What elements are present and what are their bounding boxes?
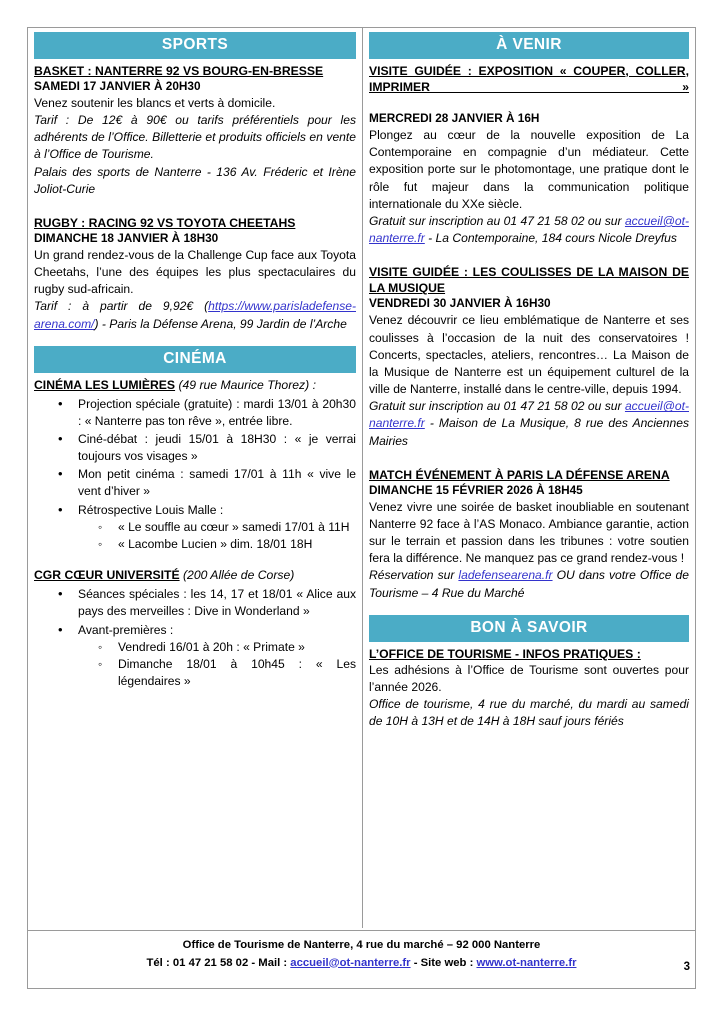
event-title: BASKET : NANTERRE 92 VS BOURG-EN-BRESSE — [34, 63, 324, 78]
venue-cgr-coeur-universite — [34, 567, 356, 690]
tarif-prefix: Tarif : à partir de 9,92€ ( — [34, 299, 209, 314]
event-venue: Palais des sports de Nanterre - 136 Av. Fréderic et Irène Joliot-Curie — [34, 164, 356, 196]
sub-list-item-text: Vendredi 16/01 à 20h : « Primate » — [118, 639, 305, 654]
venue-cinema-les-lumieres — [34, 377, 356, 554]
event-title: RUGBY : RACING 92 VS TOYOTA CHEETAHS — [34, 215, 296, 230]
sub-list-item — [78, 656, 356, 690]
venue-address: (200 Allée de Corse) — [182, 568, 295, 583]
section-header-a-venir: À VENIR — [369, 32, 689, 59]
sub-list — [78, 519, 356, 553]
info-hours: Office de tourisme, 4 rue du marché, du mardi au samedi de 10H à 13H et de 14H à 18H sauf jours fériés — [369, 697, 689, 729]
footer-web-label: - Site web : — [410, 956, 477, 969]
spacer — [34, 198, 356, 215]
block-infos-pratiques — [369, 646, 689, 731]
venue-address: (49 rue Maurice Thorez) : — [178, 377, 316, 392]
event-visite-guidee-exposition — [369, 63, 689, 247]
sub-list-item — [78, 536, 356, 553]
page-number: 3 — [683, 961, 690, 973]
event-info — [369, 398, 689, 450]
list-item-text: Ciné-débat : jeudi 15/01 à 18H30 : « je verrai toujours vos visages » — [78, 431, 356, 464]
list-item-text: Rétrospective Louis Malle : — [78, 502, 224, 517]
list-item — [34, 586, 356, 620]
list-item-text: Projection spéciale (gratuite) : mardi 13/01 à 20h30 : « Nanterre pas ton rêve », entrée libre. — [78, 396, 356, 428]
sub-list-item-text: « Lacombe Lucien » dim. 18/01 18H — [118, 537, 313, 551]
spacer — [369, 247, 689, 264]
left-column — [28, 28, 362, 928]
reservation-link[interactable]: ladefensearena.fr — [458, 568, 553, 583]
event-date: DIMANCHE 15 FÉVRIER 2026 À 18H45 — [369, 482, 583, 497]
info-prefix: Gratuit sur inscription au 01 47 21 58 02 ou sur — [369, 213, 625, 228]
sub-list — [78, 639, 356, 691]
cinema-program-list — [34, 396, 356, 554]
event-basket — [34, 63, 356, 198]
event-title: VISITE GUIDÉE : EXPOSITION « COUPER, COLLER, IMPRIMER » — [369, 63, 689, 94]
footer-email-link[interactable]: accueil@ot-nanterre.fr — [290, 956, 411, 969]
event-date: SAMEDI 17 JANVIER À 20H30 — [34, 78, 201, 93]
info-prefix: Gratuit sur inscription au 01 47 21 58 02 ou sur — [369, 399, 625, 414]
footer-phone-label: Tél : 01 47 21 58 02 - Mail : — [146, 956, 291, 969]
event-body: Plongez au cœur de la nouvelle exposition de La Contemporaine en compagnie d’un médiateur. Cette exposition porte sur le photomontage, une pratique dont le rôle fut majeur dans la communication politique internationale du XXe siècle. — [369, 128, 689, 211]
list-item — [34, 431, 356, 465]
event-info — [369, 567, 689, 601]
list-item-text: Séances spéciales : les 14, 17 et 18/01 « Alice aux pays des merveilles : Dive in Wonderland » — [78, 587, 356, 619]
event-info — [369, 213, 689, 247]
footer-address: Office de Tourisme de Nanterre, 4 rue du marché – 92 000 Nanterre — [182, 939, 541, 951]
event-title: VISITE GUIDÉE : LES COULISSES DE LA MAISON DE LA MUSIQUE — [369, 265, 689, 296]
info-suffix: OU dans votre Office de Tourisme – 4 Rue du Marché — [369, 568, 689, 600]
event-date: MERCREDI 28 JANVIER À 16H — [369, 111, 540, 126]
right-column — [362, 28, 695, 928]
footer-divider — [28, 930, 695, 931]
venue-heading — [34, 567, 356, 584]
list-item-text: Avant-premières : — [78, 622, 174, 637]
page-footer — [28, 933, 695, 972]
event-tarif-line — [34, 298, 356, 332]
info-prefix: Réservation sur — [369, 568, 459, 583]
event-date: DIMANCHE 18 JANVIER À 18H30 — [34, 230, 219, 245]
venue-heading — [34, 377, 356, 394]
venue-name: CINÉMA LES LUMIÈRES — [34, 377, 176, 392]
event-tarif: Tarif : De 12€ à 90€ ou tarifs préférentiels pour les adhérents de l’Office. Billetterie et produits officiels en vente à l’Office de Tourisme. — [34, 113, 356, 162]
spacer — [34, 554, 356, 567]
list-item — [34, 466, 356, 500]
footer-website-link[interactable]: www.ot-nanterre.fr — [476, 956, 577, 969]
event-date: VENDREDI 30 JANVIER À 16H30 — [369, 296, 551, 311]
sub-list-item — [78, 639, 356, 656]
event-intro: Venez soutenir les blancs et verts à domicile. — [34, 95, 276, 110]
footer-contact — [28, 955, 695, 973]
info-suffix: - La Contemporaine, 184 cours Nicole Dreyfus — [424, 231, 677, 246]
event-visite-guidee-maison-musique — [369, 264, 689, 449]
info-title: L’OFFICE DE TOURISME - INFOS PRATIQUES : — [369, 646, 641, 661]
sub-list-item-text: Dimanche 18/01 à 10h45 : « Les légendaires » — [118, 656, 356, 689]
section-header-bon-a-savoir: BON À SAVOIR — [369, 615, 689, 642]
event-intro: Un grand rendez-vous de la Challenge Cup face aux Toyota Cheetahs, l’une des équipes les plus spectaculaires du rugby sud-africain. — [34, 247, 356, 297]
two-column-layout — [28, 28, 695, 928]
list-item-text: Mon petit cinéma : samedi 17/01 à 11h « vive le vent d’hiver » — [78, 467, 356, 499]
event-rugby — [34, 215, 356, 333]
list-item — [34, 622, 356, 691]
list-item — [34, 396, 356, 430]
spacer — [369, 450, 689, 467]
email-link[interactable]: accueil@ot-nanterre.fr — [369, 213, 689, 246]
tarif-suffix: ) - Paris la Défense Arena, 99 Jardin de l’Arche — [94, 316, 347, 331]
sub-list-item-text: « Le souffle au cœur » samedi 17/01 à 11H — [118, 519, 350, 534]
info-suffix: - Maison de La Musique, 8 rue des Anciennes Mairies — [369, 416, 689, 448]
section-header-cinema: CINÉMA — [34, 346, 356, 373]
sub-list-item — [78, 519, 356, 536]
event-match-la-defense-arena — [369, 467, 689, 602]
event-body: Venez découvrir ce lieu emblématique de Nanterre et ses coulisses à l’occasion de la nuit des conservatoires ! Concerts, spectacles, ateliers, rencontres… La Maison de la Musique de Nanterre est un équipement culturel de la ville de Nanterre, installé dans le centre-ville, depuis 1994. — [369, 313, 689, 397]
list-item — [34, 502, 356, 554]
cinema-program-list — [34, 586, 356, 690]
section-header-sports: SPORTS — [34, 32, 356, 59]
venue-name: CGR CŒUR UNIVERSITÉ — [34, 568, 180, 583]
arena-ticket-link[interactable]: https://www.parisladefense-arena.com/ — [34, 299, 356, 331]
event-title: MATCH ÉVÉNEMENT À PARIS LA DÉFENSE ARENA — [369, 467, 670, 482]
email-link[interactable]: accueil@ot-nanterre.fr — [369, 399, 689, 431]
info-body: Les adhésions à l’Office de Tourisme sont ouvertes pour l’année 2026. — [369, 662, 689, 694]
event-body: Venez vivre une soirée de basket inoubliable en soutenant Nanterre 92 face à l’AS Monaco. Ambiance garantie, action sur le terrain et passion dans les tribunes : votre soutien fera la différence. Ne manquez pas ce grand rendez-vous ! — [369, 499, 689, 566]
